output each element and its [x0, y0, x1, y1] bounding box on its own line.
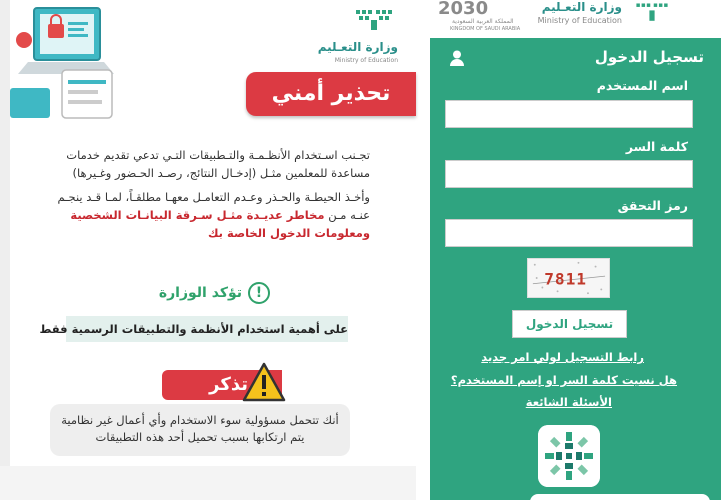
ministry-logo-icon [354, 6, 394, 36]
captcha-label: رمز التحقق [617, 198, 688, 213]
ministry-name-ar: وزارة التعـليم [317, 40, 398, 54]
captcha-text: 7811 [544, 269, 587, 289]
captcha-input[interactable] [445, 219, 693, 247]
login-submit-button[interactable]: تسجيل الدخول [512, 310, 627, 338]
user-icon [450, 50, 464, 66]
security-warning-title: تحذير أمني [246, 72, 416, 116]
ministry-logo-icon [634, 0, 670, 26]
warning-triangle-icon [242, 362, 286, 402]
forgot-credentials-link[interactable]: هل نسيت كلمة السر او إسم المستخدم؟ [450, 373, 677, 387]
ministry-confirms-heading [150, 280, 270, 306]
vision-country-en: KINGDOM OF SAUDI ARABIA [450, 26, 521, 32]
moe-app-icon[interactable] [538, 425, 600, 487]
faq-link[interactable]: الأسئلة الشائعة [525, 395, 612, 409]
remember-line-2: يتم ارتكابها بسبب تحميل أحد هذه التطبيقات [95, 430, 305, 444]
confirm-title: تؤكد الوزارة [158, 285, 242, 301]
password-input[interactable] [445, 160, 693, 188]
vision-year: 2030 [438, 0, 489, 19]
remember-message [50, 404, 350, 456]
parent-register-link[interactable]: رابط التسجيل لولي امر جديد [481, 350, 644, 364]
password-label: كلمة السر [625, 139, 688, 154]
username-input[interactable] [445, 100, 693, 128]
warning-risk-text: مخاطر عديـدة مثـل سـرقة البيانـات الشخصية ومعلومات الدخول الخاصة بك [70, 208, 370, 240]
bottom-strip [0, 466, 416, 500]
captcha-image [527, 258, 610, 298]
exclamation-circle-icon: ! [248, 282, 270, 304]
warning-paragraph-2-text: وأخـذ الحيطـة والحـذر وعـدم التعامـل معهـا مطلقـاً، لمـا قـد ينجـم عنـه مـن [57, 190, 370, 222]
warning-description [40, 146, 370, 242]
ministry-logo [312, 4, 404, 66]
bottom-bar [530, 494, 710, 500]
confirm-message: على أهمية استخدام الأنظمة والتطبيقات الرسمية فقط [66, 316, 348, 342]
ministry-name-en-header: Ministry of Education [537, 16, 622, 25]
vision-country-ar: المملكة العربية السعودية [452, 18, 514, 25]
ministry-logo-header [537, 0, 700, 32]
panel-gap [416, 0, 430, 500]
remember-line-1: أنك تتحمل مسؤولية سوء الاستخدام وأي أعمال غير نظامية [61, 413, 339, 427]
security-illustration-icon [4, 0, 122, 132]
login-title: تسجيل الدخول [594, 48, 704, 66]
ministry-name-en: Ministry of Education [334, 57, 398, 64]
remember-title: تذكر [162, 370, 282, 400]
warning-paragraph-1: تجـنب اسـتخدام الأنظـمـة والتـطبيقات التـي تدعي تقديم خدمات مساعدة للمعلمين مثـل (إدخـال النتائج، رصـد الحـضور وغـيرها) [66, 148, 370, 180]
ministry-name-ar-header: وزارة التعـليم [541, 0, 622, 14]
vision-2030-logo [420, 0, 532, 32]
username-label: اسم المستخدم [596, 78, 688, 93]
warning-paragraph-2 [40, 188, 370, 242]
